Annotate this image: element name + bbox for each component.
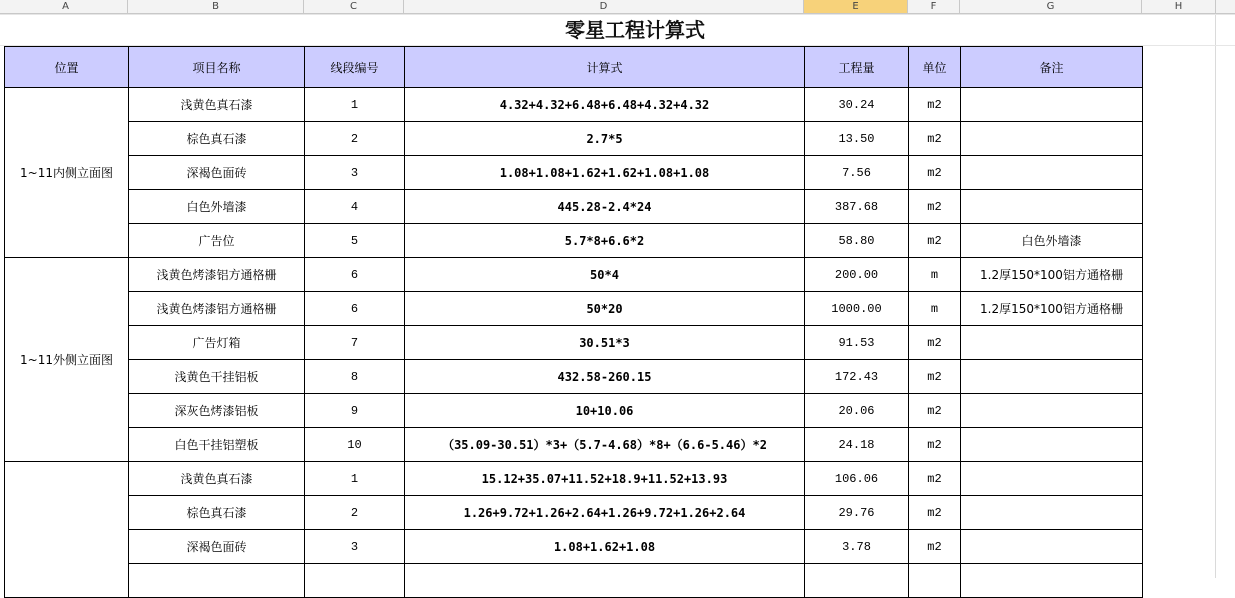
cell-unit[interactable]: m2 bbox=[909, 360, 961, 394]
header-unit[interactable]: 单位 bbox=[909, 47, 961, 88]
table-row-partial bbox=[5, 564, 1143, 598]
cell-quantity[interactable]: 91.53 bbox=[805, 326, 909, 360]
header-position[interactable]: 位置 bbox=[5, 47, 129, 88]
cell-segment-no[interactable]: 8 bbox=[305, 360, 405, 394]
cell-note[interactable] bbox=[961, 462, 1143, 496]
cell-formula[interactable]: 1.26+9.72+1.26+2.64+1.26+9.72+1.26+2.64 bbox=[405, 496, 805, 530]
cell-formula[interactable]: 50*4 bbox=[405, 258, 805, 292]
cell-unit[interactable]: m2 bbox=[909, 88, 961, 122]
cell-formula[interactable]: 2.7*5 bbox=[405, 122, 805, 156]
cell-quantity[interactable]: 13.50 bbox=[805, 122, 909, 156]
cell-unit[interactable]: m2 bbox=[909, 326, 961, 360]
cell-formula[interactable]: 4.32+4.32+6.48+6.48+4.32+4.32 bbox=[405, 88, 805, 122]
cell-quantity[interactable]: 30.24 bbox=[805, 88, 909, 122]
cell-unit[interactable]: m2 bbox=[909, 496, 961, 530]
column-header-g[interactable]: G bbox=[960, 0, 1142, 13]
table-body bbox=[5, 88, 1143, 598]
cell-quantity[interactable]: 58.80 bbox=[805, 224, 909, 258]
cell-note[interactable] bbox=[961, 428, 1143, 462]
cell-segment-no[interactable]: 1 bbox=[305, 88, 405, 122]
cell-quantity[interactable]: 24.18 bbox=[805, 428, 909, 462]
cell-segment-no[interactable]: 1 bbox=[305, 462, 405, 496]
cell-item-name[interactable]: 深灰色烤漆铝板 bbox=[129, 394, 305, 428]
cell-note[interactable] bbox=[961, 360, 1143, 394]
column-header-bar bbox=[0, 0, 1235, 14]
column-header-a[interactable]: A bbox=[4, 0, 128, 13]
header-formula[interactable]: 计算式 bbox=[405, 47, 805, 88]
cell-item-name[interactable]: 浅黄色真石漆 bbox=[129, 88, 305, 122]
cell-empty[interactable] bbox=[305, 564, 405, 598]
cell-segment-no[interactable]: 2 bbox=[305, 496, 405, 530]
cell-quantity[interactable]: 20.06 bbox=[805, 394, 909, 428]
cell-quantity[interactable]: 200.00 bbox=[805, 258, 909, 292]
cell-note[interactable]: 白色外墙漆 bbox=[961, 224, 1143, 258]
cell-segment-no[interactable]: 9 bbox=[305, 394, 405, 428]
column-header-d[interactable]: D bbox=[404, 0, 804, 13]
cell-quantity[interactable]: 106.06 bbox=[805, 462, 909, 496]
cell-unit[interactable]: m2 bbox=[909, 190, 961, 224]
cell-unit[interactable]: m2 bbox=[909, 122, 961, 156]
cell-quantity[interactable]: 3.78 bbox=[805, 530, 909, 564]
table-row bbox=[5, 122, 1143, 156]
cell-unit[interactable]: m bbox=[909, 292, 961, 326]
cell-quantity[interactable]: 1000.00 bbox=[805, 292, 909, 326]
cell-item-name[interactable]: 棕色真石漆 bbox=[129, 122, 305, 156]
sheet-title: 零星工程计算式 bbox=[565, 18, 705, 42]
table-row bbox=[5, 360, 1143, 394]
cell-item-name[interactable]: 棕色真石漆 bbox=[129, 496, 305, 530]
cell-formula[interactable]: 50*20 bbox=[405, 292, 805, 326]
cell-note[interactable] bbox=[961, 88, 1143, 122]
cell-empty[interactable] bbox=[805, 564, 909, 598]
cell-item-name[interactable]: 浅黄色烤漆铝方通格栅 bbox=[129, 258, 305, 292]
header-item-name[interactable]: 项目名称 bbox=[129, 47, 305, 88]
cell-note[interactable]: 1.2厚150*100铝方通格栅 bbox=[961, 292, 1143, 326]
cell-empty[interactable] bbox=[909, 564, 961, 598]
cell-unit[interactable]: m2 bbox=[909, 530, 961, 564]
cell-item-name[interactable]: 广告位 bbox=[129, 224, 305, 258]
cell-position[interactable]: 1~11内侧立面图 bbox=[5, 88, 129, 258]
cell-quantity[interactable]: 29.76 bbox=[805, 496, 909, 530]
cell-item-name[interactable]: 白色外墙漆 bbox=[129, 190, 305, 224]
cell-unit[interactable]: m2 bbox=[909, 462, 961, 496]
cell-formula[interactable]: 1.08+1.08+1.62+1.62+1.08+1.08 bbox=[405, 156, 805, 190]
header-note[interactable]: 备注 bbox=[961, 47, 1143, 88]
cell-segment-no[interactable]: 4 bbox=[305, 190, 405, 224]
cell-quantity[interactable]: 172.43 bbox=[805, 360, 909, 394]
column-header-h[interactable]: H bbox=[1142, 0, 1216, 13]
cell-formula[interactable]: 445.28-2.4*24 bbox=[405, 190, 805, 224]
cell-note[interactable] bbox=[961, 496, 1143, 530]
table-row bbox=[5, 428, 1143, 462]
cell-unit[interactable]: m2 bbox=[909, 224, 961, 258]
cell-formula[interactable]: 5.7*8+6.6*2 bbox=[405, 224, 805, 258]
cell-segment-no[interactable]: 3 bbox=[305, 156, 405, 190]
cell-note[interactable]: 1.2厚150*100铝方通格栅 bbox=[961, 258, 1143, 292]
cell-note[interactable] bbox=[961, 190, 1143, 224]
cell-note[interactable] bbox=[961, 530, 1143, 564]
cell-unit[interactable]: m2 bbox=[909, 428, 961, 462]
cell-position[interactable] bbox=[5, 462, 129, 598]
header-segment-no[interactable]: 线段编号 bbox=[305, 47, 405, 88]
cell-formula[interactable]: 432.58-260.15 bbox=[405, 360, 805, 394]
cell-quantity[interactable]: 387.68 bbox=[805, 190, 909, 224]
cell-note[interactable] bbox=[961, 394, 1143, 428]
cell-segment-no[interactable]: 6 bbox=[305, 292, 405, 326]
table-row bbox=[5, 496, 1143, 530]
cell-empty[interactable] bbox=[405, 564, 805, 598]
cell-item-name[interactable]: 白色干挂铝塑板 bbox=[129, 428, 305, 462]
cell-unit[interactable]: m2 bbox=[909, 156, 961, 190]
cell-item-name[interactable]: 浅黄色烤漆铝方通格栅 bbox=[129, 292, 305, 326]
cell-item-name[interactable]: 深褐色面砖 bbox=[129, 156, 305, 190]
cell-segment-no[interactable]: 5 bbox=[305, 224, 405, 258]
cell-note[interactable] bbox=[961, 122, 1143, 156]
cell-segment-no[interactable]: 10 bbox=[305, 428, 405, 462]
cell-item-name[interactable]: 深褐色面砖 bbox=[129, 530, 305, 564]
header-quantity[interactable]: 工程量 bbox=[805, 47, 909, 88]
cell-item-name[interactable]: 广告灯箱 bbox=[129, 326, 305, 360]
cell-empty[interactable] bbox=[129, 564, 305, 598]
cell-formula[interactable]: 10+10.06 bbox=[405, 394, 805, 428]
table-row bbox=[5, 156, 1143, 190]
cell-segment-no[interactable]: 2 bbox=[305, 122, 405, 156]
cell-position[interactable]: 1~11外侧立面图 bbox=[5, 258, 129, 462]
cell-item-name[interactable]: 浅黄色干挂铝板 bbox=[129, 360, 305, 394]
cell-segment-no[interactable]: 7 bbox=[305, 326, 405, 360]
cell-formula[interactable]: 30.51*3 bbox=[405, 326, 805, 360]
table-row bbox=[5, 190, 1143, 224]
cell-unit[interactable]: m2 bbox=[909, 394, 961, 428]
cell-empty[interactable] bbox=[961, 564, 1143, 598]
header-row bbox=[5, 47, 1143, 88]
table-row bbox=[5, 462, 1143, 496]
calc-table bbox=[4, 46, 1143, 598]
cell-quantity[interactable]: 7.56 bbox=[805, 156, 909, 190]
cell-segment-no[interactable]: 3 bbox=[305, 530, 405, 564]
cell-formula[interactable]: （35.09-30.51）*3+（5.7-4.68）*8+（6.6-5.46）*2 bbox=[405, 428, 805, 462]
cell-formula[interactable]: 1.08+1.62+1.08 bbox=[405, 530, 805, 564]
cell-segment-no[interactable]: 6 bbox=[305, 258, 405, 292]
cell-note[interactable] bbox=[961, 326, 1143, 360]
column-header-c[interactable]: C bbox=[304, 0, 404, 13]
table-row bbox=[5, 394, 1143, 428]
column-header-f[interactable]: F bbox=[908, 0, 960, 13]
column-header-e[interactable]: E bbox=[804, 0, 908, 13]
column-header-b[interactable]: B bbox=[128, 0, 304, 13]
table-row bbox=[5, 88, 1143, 122]
table-row bbox=[5, 326, 1143, 360]
cell-item-name[interactable]: 浅黄色真石漆 bbox=[129, 462, 305, 496]
table-row bbox=[5, 292, 1143, 326]
cell-note[interactable] bbox=[961, 156, 1143, 190]
table-row bbox=[5, 530, 1143, 564]
cell-formula[interactable]: 15.12+35.07+11.52+18.9+11.52+13.93 bbox=[405, 462, 805, 496]
table-row bbox=[5, 224, 1143, 258]
table-row bbox=[5, 258, 1143, 292]
cell-unit[interactable]: m bbox=[909, 258, 961, 292]
